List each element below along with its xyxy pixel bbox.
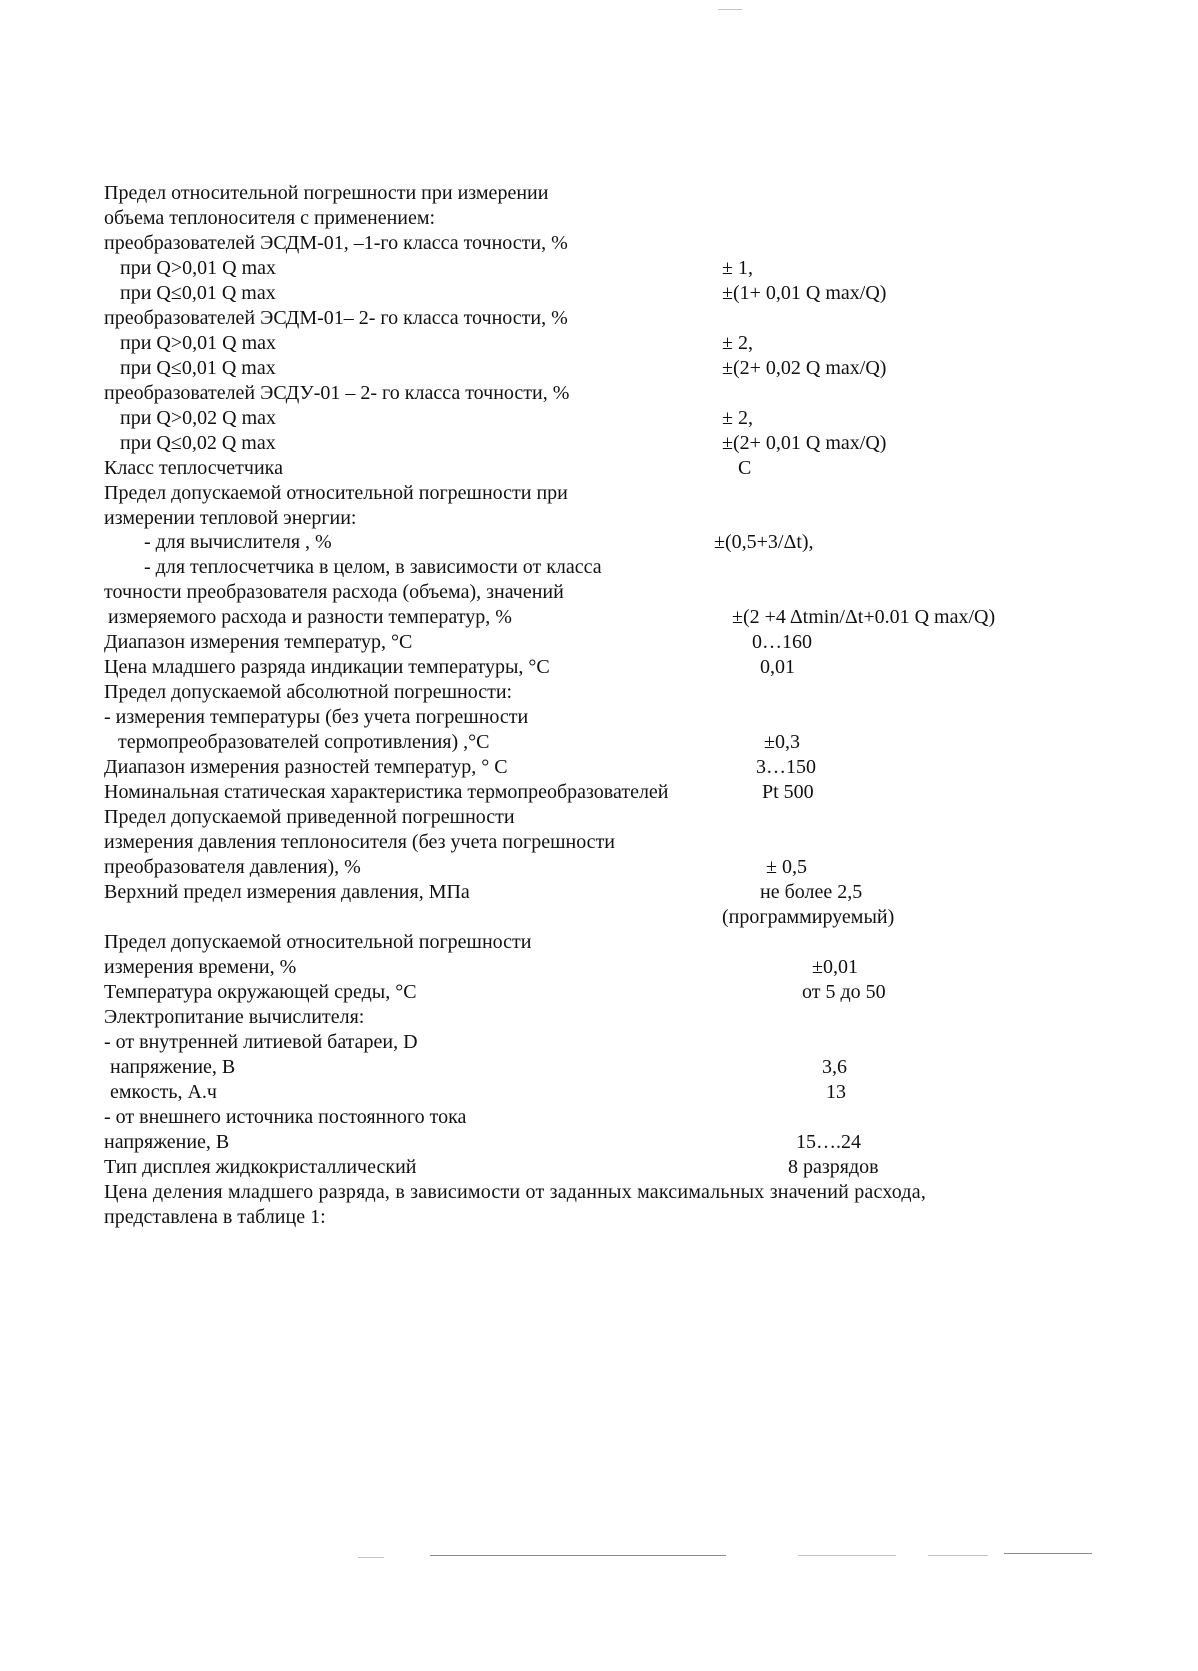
value-cell: C [738,457,752,479]
text-line: емкость, А.ч [110,1081,217,1103]
text-line: Цена младшего разряда индикации температуры, °C [104,656,550,678]
text-line: измерения давления теплоносителя (без учета погрешности [104,831,616,853]
text-line: объема теплоносителя с применением: [104,207,436,229]
text-line: Диапазон измерения разностей температур, ° C [104,756,508,778]
value-cell: 13 [826,1081,846,1103]
text-line: Предел относительной погрешности при измерении [104,182,549,204]
text-line: при Q≤0,01 Q max [120,282,276,304]
scan-artifact-bottom [928,1555,988,1556]
scan-artifact-bottom [358,1557,384,1558]
value-cell: ±0,3 [764,731,800,753]
text-line: измерения времени, % [104,956,297,978]
text-line: представлена в таблице 1: [104,1206,326,1228]
value-cell: 3,6 [822,1056,847,1078]
value-cell: ±(2+ 0,01 Q max/Q) [722,432,887,454]
text-line: преобразователя давления), % [104,856,361,878]
text-line: преобразователей ЭСДУ-01 – 2- го класса точности, % [104,382,570,404]
text-line: - от внешнего источника постоянного тока [104,1106,467,1128]
text-line: - для теплосчетчика в целом, в зависимости от класса [144,556,602,578]
text-line: Предел допускаемой приведенной погрешности [104,806,515,828]
text-line: - для вычислителя , % [144,531,332,553]
value-cell: 15….24 [796,1131,861,1153]
text-line: Диапазон измерения температур, °C [104,631,413,653]
scan-artifact-bottom [1004,1553,1092,1554]
value-cell: 0…160 [752,631,812,653]
text-line: Верхний предел измерения давления, МПа [104,881,470,903]
text-line: Предел допускаемой относительной погрешности [104,931,532,953]
value-cell: ±(2+ 0,02 Q max/Q) [722,357,887,379]
value-cell: ± 2, [722,407,753,429]
text-line: термопреобразователей сопротивления) ,°C [118,731,490,753]
text-line: Предел допускаемой относительной погрешности при [104,482,568,504]
text-line: Тип дисплея жидкокристаллический [104,1156,417,1178]
value-cell: от 5 до 50 [802,981,886,1003]
scan-artifact-bottom [430,1555,726,1556]
text-line: Класс теплосчетчика [104,457,283,479]
scan-artifact-bottom [798,1555,896,1556]
value-cell: ± 2, [722,332,753,354]
text-line: измеряемого расхода и разности температур, % [108,606,512,628]
scan-artifact-top [718,9,742,10]
text-line: при Q≤0,02 Q max [120,432,276,454]
text-line: при Q>0,01 Q max [120,257,277,279]
text-line: при Q>0,01 Q max [120,332,277,354]
text-line: измерении тепловой энергии: [104,507,357,529]
text-line: напряжение, В [110,1056,236,1078]
text-line: - измерения температуры (без учета погрешности [104,706,529,728]
text-line: напряжение, В [104,1131,230,1153]
value-cell: ±(1+ 0,01 Q max/Q) [722,282,887,304]
text-line: Электропитание вычислителя: [104,1006,365,1028]
value-cell: ±0,01 [812,956,858,978]
text-line: при Q≤0,01 Q max [120,357,276,379]
value-cell: Pt 500 [762,781,814,803]
text-line: - от внутренней литиевой батареи, D [104,1031,418,1053]
text-line: Температура окружающей среды, °C [104,981,417,1003]
value-cell: ±(0,5+3/Δt), [714,531,814,553]
value-cell: 8 разрядов [788,1156,879,1178]
value-cell: ± 0,5 [766,856,807,878]
value-cell: 3…150 [756,756,816,778]
value-cell: не более 2,5 [760,881,863,903]
text-line: преобразователей ЭСДМ-01– 2- го класса точности, % [104,307,568,329]
text-line: точности преобразователя расхода (объема), значений [104,581,564,603]
value-cell: ±(2 +4 Δtmin/Δt+0.01 Q max/Q) [732,606,996,628]
value-cell: ± 1, [722,257,753,279]
value-cell: 0,01 [760,656,795,678]
text-line: при Q>0,02 Q max [120,407,277,429]
text-line: Предел допускаемой абсолютной погрешности: [104,681,513,703]
value-cell: (программируемый) [722,906,895,928]
text-line: Цена деления младшего разряда, в зависимости от заданных максимальных значений расхода, [104,1181,927,1203]
text-line: Номинальная статическая характеристика термопреобразователей [104,781,669,803]
text-line: преобразователей ЭСДМ-01, –1-го класса точности, % [104,232,568,254]
